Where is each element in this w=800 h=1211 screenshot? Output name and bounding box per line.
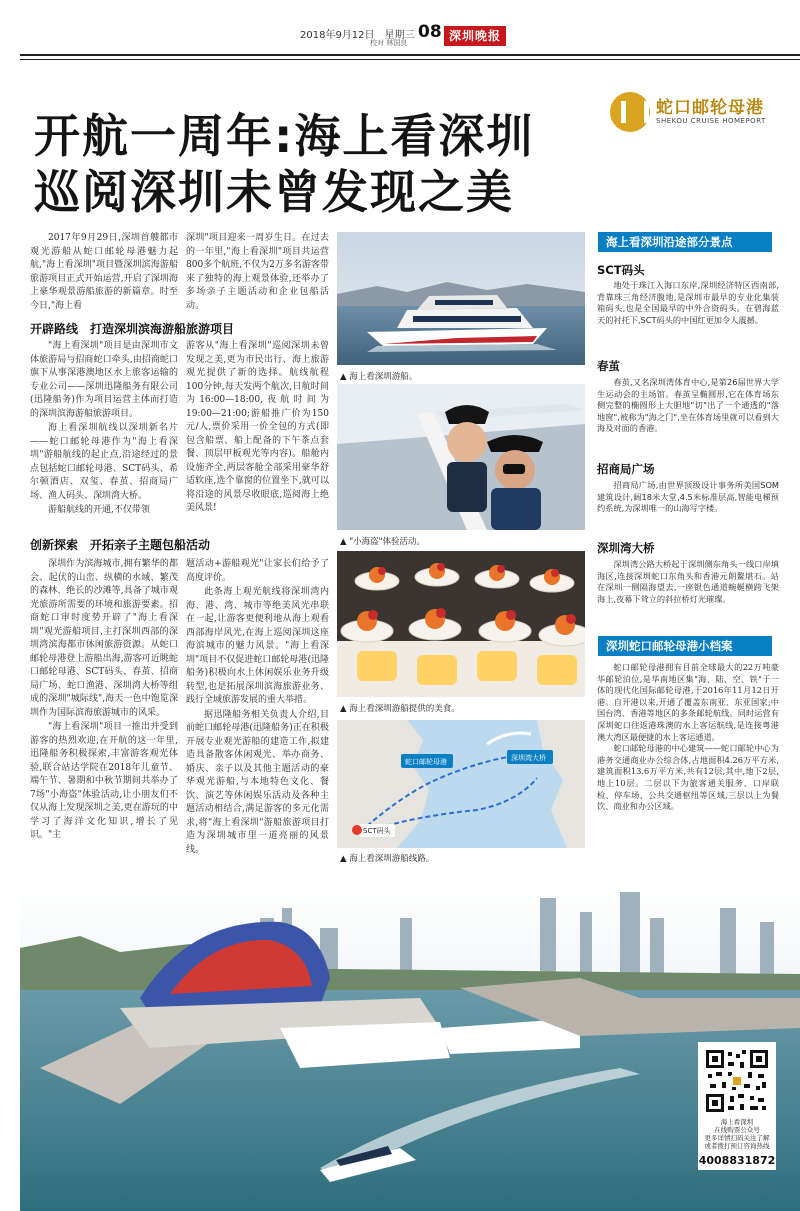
section-2-p5: 据迅隆船务相关负责人介绍,目前蛇口邮轮母港(迅隆船务)正在积极开展专业观光游船的建造工作,拟建造具备散客休闲观光、举办商务、婚庆、亲子以及其他主题活动的豪华观光游船,与本地特色文化、餐饮、演艺等休闲娱乐活动及各种主题活动相结合,满足游客的多元化需求,将"海上看深圳"游船旅游项目打造为深圳城市里一道亮丽的风景线。 bbox=[186, 709, 329, 855]
caption-cruise-boat: ▲ 海上看深圳游船。 bbox=[340, 372, 418, 382]
section-2-p1: 深圳作为滨海城市,拥有繁华的都会、起伏的山峦、纵横的水域、繁茂的森林、绝长的沙滩等,具备了城市观光旅游所需要的环境和旅游要素。招商蛇口审时度势开辟了"海上看深圳"观光游船项目,主打深圳西部的深圳湾滨海都市休闲旅游资源。从蛇口邮轮母港登上游船出海,游客可近眺蛇口邮轮母港、SCT码头、春茧、招商局广场、蛇口渔港、深圳湾大桥等组成的深圳"城际线",海天一色中饱览深圳作为国际滨海旅游城市的风采。 bbox=[30, 559, 178, 718]
section-2-p4: 此条海上观光航线将深圳湾内海、港、湾、城市等绝美风光串联在一起,让游客更便利地从海上观看西部海岸风光,在海上巡阅深圳这座海滨城市的魅力风景。"海上看深圳"项目不仅促进蛇口邮轮母港(迅隆船务)积极向水上休闲娱乐业务升级转型,也是拓展深圳滨海旅游业务、践行全域旅游发展的重大举措。 bbox=[186, 587, 329, 705]
section-2-p3: 题活动+游船观光"让家长们给予了高度评价。 bbox=[186, 559, 329, 583]
masthead-rule bbox=[20, 54, 800, 60]
caption-cruise-food: ▲ 海上看深圳游船提供的美食。 bbox=[340, 704, 460, 714]
qr-code-panel bbox=[698, 1042, 776, 1170]
route-map bbox=[337, 720, 585, 848]
location-pin-icon bbox=[352, 825, 362, 835]
cmplaza-heading: 招商局广场 bbox=[597, 462, 655, 476]
issue-date: 2018年9月12日 星期三 bbox=[300, 30, 415, 41]
masthead bbox=[0, 0, 800, 52]
cruise-homeport-aerial-photo bbox=[20, 878, 800, 1211]
sidebar-band-archive: 深圳蛇口邮轮母港小档案 bbox=[598, 636, 778, 656]
intro-col-1 bbox=[30, 232, 178, 312]
cruise-boat-illustration bbox=[337, 232, 585, 365]
archive-text bbox=[597, 662, 779, 813]
route-label-port: 蛇口邮轮母港 bbox=[405, 758, 447, 766]
little-pirate-photo bbox=[337, 384, 585, 530]
section-1-col2-text: 游客从"海上看深圳"巡阅深圳未曾发现之美,更为市民出行、海上旅游观光提供了新的选择。航线航程100分钟,每天发两个航次,日航时间为16:00—18:00,夜航时间为19:00—21:00;游船推广价为150元/人,票价采用一价全包的方式(即包含船票、船上配备的下午茶点套餐、顶层甲板观光等内容)。船舱内设施齐全,两层客舱全部采用豪华舒适软座,选个靠窗的位置坐下,就可以将沿途的风景尽收眼底,巡阅海上绝美风景! bbox=[186, 341, 329, 513]
caption-route-map: ▲ 海上看深圳游船线路。 bbox=[340, 854, 435, 864]
headline-line-1: 开航一周年:海上看深圳 bbox=[34, 109, 535, 163]
hotline-number[interactable]: 4008831872 bbox=[698, 1154, 776, 1167]
cruise-food-photo bbox=[337, 551, 585, 697]
intro-text-1: 2017年9月29日,深圳首艘都市观光游船从蛇口邮轮母港魅力起航,"海上看深圳"项目暨深圳滨海游船旅游项目正式开始运营,开启了深圳海上豪华观景游船旅游的新篇章。时至今日,"海上看 bbox=[30, 233, 178, 311]
section-2-heading: 创新探索 开拓亲子主题包船活动 bbox=[30, 538, 211, 552]
section-1-p1: "海上看深圳"项目是由深圳市文体旅游局与招商蛇口牵头,由招商蛇口旗下从事深港澳地区水上旅客运输的专业公司——深圳迅隆船务有限公司(迅隆船务)作为项目运营主体而打造的深圳滨海游船旅游项目。 bbox=[30, 341, 178, 419]
cruise-food-illustration bbox=[337, 551, 585, 697]
little-pirate-illustration bbox=[337, 384, 585, 530]
sct-text: 地处于珠江入海口东岸,深圳经济特区西南部,背靠珠三角经济腹地,是深圳市最早的专业化集装箱码头,也是全国最早的中外合资码头。在碧海蓝天的衬托下,SCT码头的中国红更加令人震撼。 bbox=[597, 280, 779, 325]
sidebar-band-scenic: 海上看深圳沿途部分景点 bbox=[598, 232, 778, 252]
archive-p1: 蛇口邮轮母港拥有目前全球最大的22万吨豪华邮轮泊位,是华南地区集"海、陆、空、铁"于一体的现代化国际邮轮母港,于2016年11月12日开港。自开港以来,开通了覆盖东南亚、东亚国家;中国台湾、香港等地区的多条邮轮航线。同时运营有深圳蛇口往返港珠澳的水上客运航线,是连接粤港澳大湾区最便捷的水上客运通道。 bbox=[597, 662, 779, 742]
editor-credits: 校对 林国良 bbox=[370, 39, 408, 47]
chunjian-heading: 春茧 bbox=[597, 359, 620, 373]
intro-col-2 bbox=[186, 232, 329, 312]
page-number: 08 bbox=[418, 22, 442, 42]
qr-code-icon[interactable] bbox=[704, 1048, 770, 1114]
section-1-col-2 bbox=[186, 340, 329, 530]
section-2-col-1 bbox=[30, 558, 178, 864]
qr-caption-more: 更多详情扫码关注了解 或者拨打预订咨询热线 bbox=[704, 1134, 770, 1150]
archive-p2: 蛇口邮轮母港的中心建筑——蛇口邮轮中心为港务交通商业办公综合体,占地面积4.26万平方米,建筑面积13.6万平方米,共有12层,其中,地下2层,地上10层。二层以下为旅客通关服务、口岸联检、停车场、公共交通枢纽等区域,三层以上为餐饮、商业和办公区域。 bbox=[597, 743, 779, 812]
logo-name-en: SHEKOU CRUISE HOMEPORT bbox=[656, 117, 766, 125]
bay-bridge-text: 深圳湾公路大桥起于深圳侧东角头一线口岸填海区,连接深圳蛇口东角头和香港元朗鳌堪石。站在深圳一侧隔海望去,一座银色通道蜿蜒横跨飞架海上,夜幕下耸立的斜拉桥灯光璀璨。 bbox=[597, 559, 779, 604]
shekou-cruise-logo bbox=[610, 90, 785, 136]
logo-name-cn: 蛇口邮轮母港 bbox=[656, 98, 764, 118]
section-2-col-2 bbox=[186, 558, 329, 864]
cruise-logo-icon bbox=[610, 92, 650, 132]
intro-text-2: 深圳"项目迎来一周岁生日。在过去的一年里,"海上看深圳"项目共运营800多个航班,不仅为2万多名游客带来了独特的海上观景体验,还举办了多场亲子主题活动和企业包船活动。 bbox=[186, 233, 329, 311]
route-label-bridge: 深圳湾大桥 bbox=[511, 754, 546, 762]
cruise-boat-photo bbox=[337, 232, 585, 365]
chunjian-text: 春茧,又名深圳湾体育中心,是第26届世界大学生运动会的主场馆。春茧呈椭圆形,它在体育场东侧完整的椭圆形上大胆地"切"出了一个通透的"落地窗",被称为"海之门",坐在体育场里就可以看到大海及对面的香港。 bbox=[597, 377, 779, 434]
route-map-illustration bbox=[337, 720, 585, 848]
sct-heading: SCT码头 bbox=[597, 263, 645, 277]
bay-bridge-heading: 深圳湾大桥 bbox=[597, 541, 655, 555]
section-1-p3: 游船航线的开通,不仅带领 bbox=[48, 505, 150, 515]
cmplaza-text: 招商局广场,由世界顶级设计事务所美国SOM建筑设计,阔18米大堂,4.5米标准层高,智能电梯预约系统,为深圳唯一的山海写字楼。 bbox=[597, 480, 779, 514]
headline-line-2: 巡阅深圳未曾发现之美 bbox=[34, 165, 514, 219]
caption-little-pirate: ▲ "小海盗"体验活动。 bbox=[340, 537, 426, 547]
section-1-heading: 开辟路线 打造深圳滨海游船旅游项目 bbox=[30, 322, 235, 336]
qr-caption-account: 海上看深圳 在线购票公众号 bbox=[714, 1118, 760, 1134]
section-1-col-1 bbox=[30, 340, 178, 530]
newspaper-logo: 深圳晚报 bbox=[444, 26, 506, 46]
section-1-p2: 海上看深圳航线以深圳新名片——蛇口邮轮母港作为"海上看深圳"游船航线的起止点,沿途经过的景点包括蛇口邮轮母港、SCT码头、希尔顿酒店、双玺、春茧、招商局广场、渔人码头、深圳湾大桥。 bbox=[30, 423, 178, 501]
route-label-sct: SCT码头 bbox=[363, 827, 391, 835]
section-2-p2: "海上看深圳"项目一推出并受到游客的热烈欢迎,在开航的这一年里,迅隆船务积极探索,丰富游客观光体验,联合站达学院在2018年儿童节、端午节、暑期和中秋节期间共举办了7场"小海盗"体验活动,让小朋友们不仅从海上发现深圳之美,更在游玩的中学习了海洋文化知识,增长了见识。"主 bbox=[30, 722, 178, 840]
homeport-aerial-illustration bbox=[20, 878, 800, 1211]
